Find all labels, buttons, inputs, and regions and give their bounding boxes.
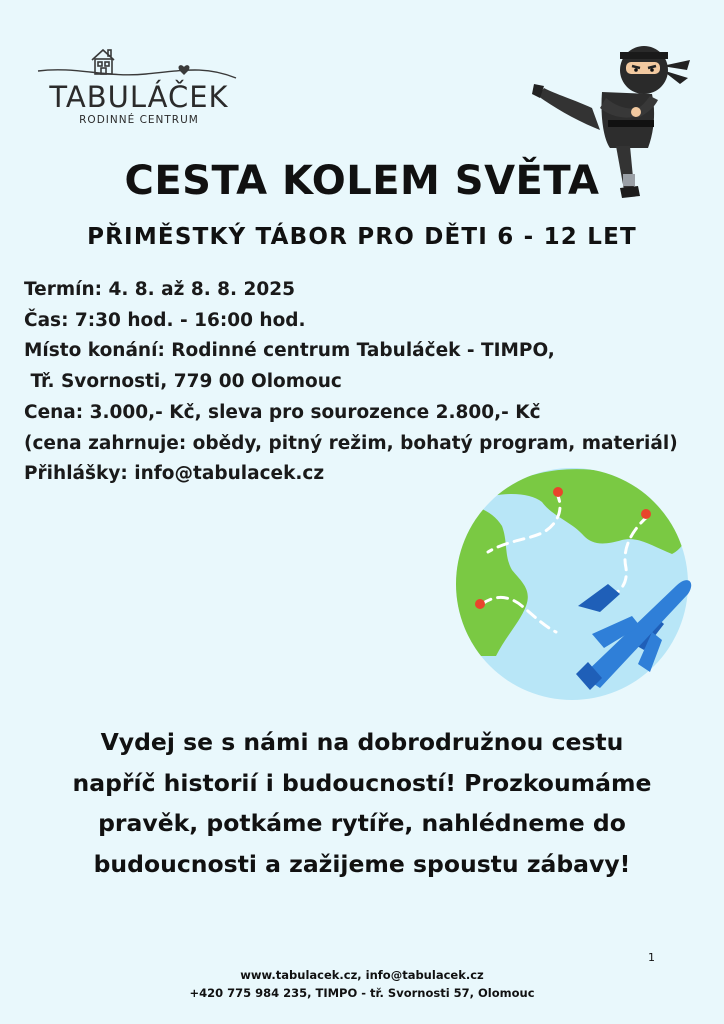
description-line: pravěk, potkáme rytíře, nahlédneme do bbox=[98, 809, 626, 837]
page-number: 1 bbox=[648, 951, 655, 964]
description-line: Vydej se s námi na dobrodružnou cestu bbox=[100, 728, 624, 756]
info-date: Termín: 4. 8. až 8. 8. 2025 bbox=[24, 279, 296, 300]
globe-with-airplane-illustration bbox=[452, 466, 692, 704]
footer-contact-phone: +420 775 984 235, TIMPO - tř. Svornosti 57, Olomouc bbox=[189, 986, 535, 1000]
description-line: budoucnosti a zažijeme spoustu zábavy! bbox=[93, 849, 631, 878]
info-place: Místo konání: Rodinné centrum Tabuláček - TIMPO, bbox=[24, 340, 555, 362]
info-price: Cena: 3.000,- Kč, sleva pro sourozence 2.800,- Kč bbox=[24, 401, 541, 423]
logo-name: TABULÁČEK bbox=[49, 80, 229, 114]
logo bbox=[36, 38, 240, 130]
description bbox=[40, 722, 684, 884]
info-time: Čas: 7:30 hod. - 16:00 hod. bbox=[24, 309, 306, 331]
event-info bbox=[24, 275, 704, 490]
page-subtitle: PŘIMĚSTKÝ TÁBOR PRO DĚTI 6 - 12 LET bbox=[87, 224, 637, 250]
info-price-includes: (cena zahrnuje: obědy, pitný režim, bohatý program, materiál) bbox=[24, 432, 678, 454]
logo-tagline: RODINNÉ CENTRUM bbox=[79, 114, 199, 126]
house-icon bbox=[92, 50, 114, 74]
heart-icon bbox=[179, 65, 190, 75]
description-line: napříč historií i budoucností! Prozkoumáme bbox=[72, 768, 652, 797]
page-title: CESTA KOLEM SVĚTA bbox=[124, 158, 600, 204]
info-registration: Přihlášky: info@tabulacek.cz bbox=[24, 463, 325, 485]
footer bbox=[0, 966, 724, 1002]
info-address: Tř. Svornosti, 779 00 Olomouc bbox=[24, 371, 342, 393]
footer-contact-web: www.tabulacek.cz, info@tabulacek.cz bbox=[240, 968, 484, 982]
